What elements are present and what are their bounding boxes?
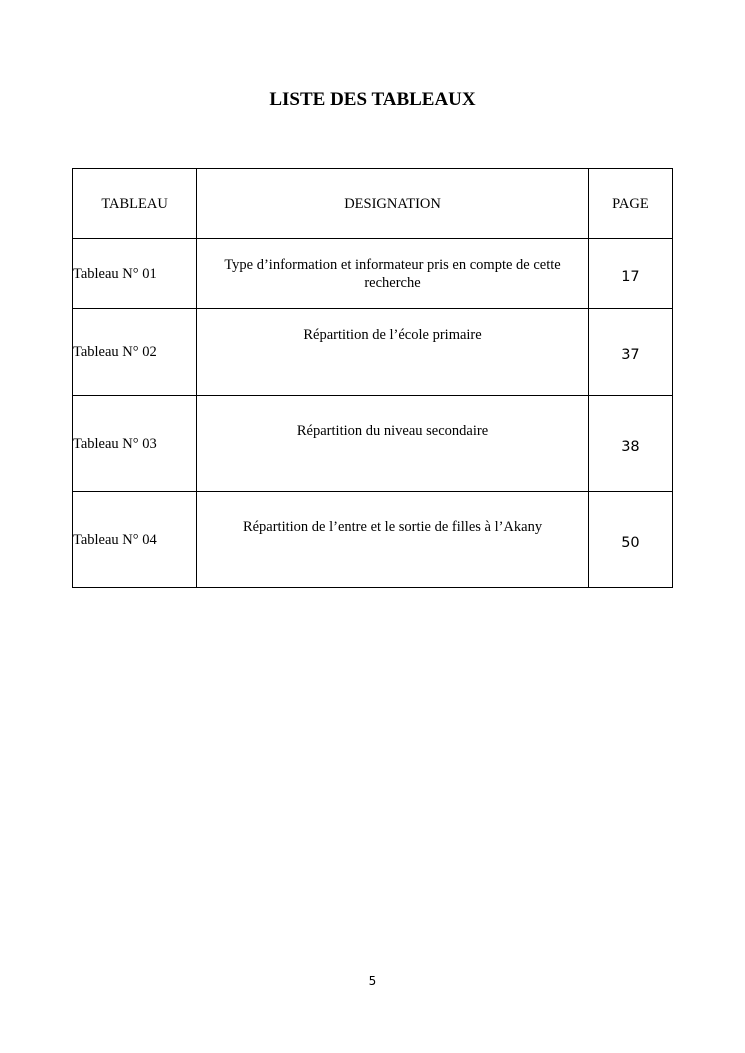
row-page-number xyxy=(588,239,672,309)
row-page-number xyxy=(588,309,672,396)
table-row xyxy=(73,309,673,396)
header-tableau: TABLEAU xyxy=(73,169,197,239)
header-designation: DESIGNATION xyxy=(197,169,589,239)
table-header-row xyxy=(73,169,673,239)
row-page-value: 50 xyxy=(621,534,640,551)
row-page-value: 37 xyxy=(621,347,640,363)
row-tableau-label: Tableau N° 04 xyxy=(73,492,197,588)
header-page: PAGE xyxy=(588,169,672,239)
page-number: 5 xyxy=(368,974,377,988)
row-designation: Type d’information et informateur pris en compte de cette recherche xyxy=(197,239,589,309)
row-designation: Répartition du niveau secondaire xyxy=(197,396,589,492)
row-designation: Répartition de l’école primaire xyxy=(197,309,589,396)
row-page-value: 17 xyxy=(621,268,640,285)
row-page-number xyxy=(588,396,672,492)
row-page-value: 38 xyxy=(621,438,640,455)
table-row xyxy=(73,492,673,588)
row-tableau-label: Tableau N° 01 xyxy=(73,239,197,309)
table-row xyxy=(73,239,673,309)
row-page-number xyxy=(588,492,672,588)
page-title: LISTE DES TABLEAUX xyxy=(269,89,476,110)
table-row xyxy=(73,396,673,492)
list-of-tables xyxy=(72,168,673,588)
row-designation: Répartition de l’entre et le sortie de filles à l’Akany xyxy=(197,492,589,588)
row-tableau-label: Tableau N° 03 xyxy=(73,396,197,492)
row-tableau-label: Tableau N° 02 xyxy=(73,309,197,396)
